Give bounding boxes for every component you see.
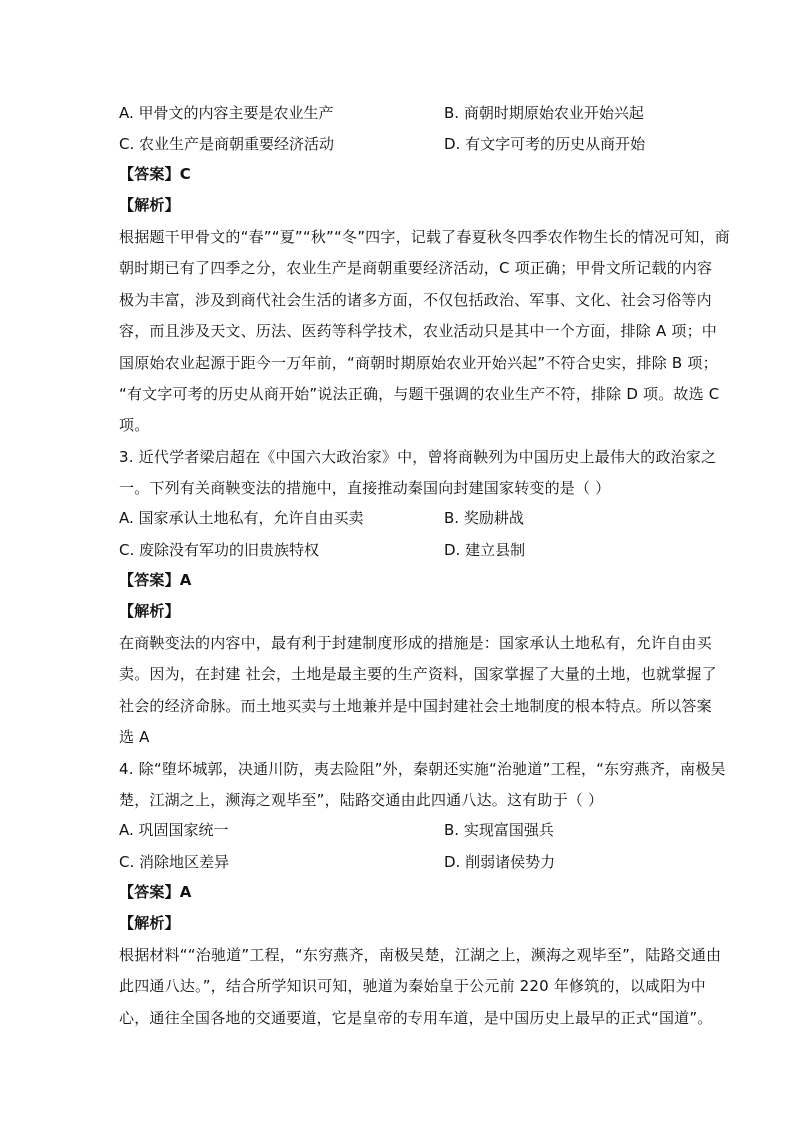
q2-analysis-line: 项。 [119,416,150,434]
q2-analysis-line: 根据题干甲骨文的“春”“夏”“秋”“冬”四字，记载了春夏秋冬四季农作物生长的情况可知，商 [119,228,730,246]
q3-option-c: C. 废除没有军功的旧贵族特权 [119,541,320,559]
q3-option-a: A. 国家承认土地私有，允许自由买卖 [119,509,364,527]
q2-analysis-line: 朝时期已有了四季之分，农业生产是商朝重要经济活动，C 项正确；甲骨文所记载的内容 [119,259,713,277]
q3-option-d: D. 建立县制 [444,541,526,559]
q3-analysis-line: 在商鞅变法的内容中，最有利于封建制度形成的措施是：国家承认土地私有，允许自由买 [119,634,712,652]
q4-option-d: D. 削弱诸侯势力 [444,853,556,871]
q3-stem-line: 3. 近代学者梁启超在《中国六大政治家》中，曾将商鞅列为中国历史上最伟大的政治家之 [119,448,717,466]
q2-option-a: A. 甲骨文的内容主要是农业生产 [119,104,334,122]
q4-option-b: B. 实现富国强兵 [444,821,554,839]
q3-option-b: B. 奖励耕战 [444,509,524,527]
q2-analysis-line: 容，而且涉及天文、历法、医药等科学技术，农业活动只是其中一个方面，排除 A 项；中 [119,322,718,340]
q3-answer: 【答案】A [119,571,192,589]
q3-analysis-line: 选 A [119,728,150,746]
q4-stem-line: 楚，江湖之上，濒海之观毕至”，陆路交通由此四通八达。这有助于（ ） [119,791,604,809]
q2-analysis-line: “有文字可考的历史从商开始”说法正确，与题干强调的农业生产不符，排除 D 项。故选 C [119,385,720,403]
q2-option-d: D. 有文字可考的历史从商开始 [444,135,646,153]
q4-option-a: A. 巩固国家统一 [119,821,229,839]
q2-answer: 【答案】C [119,165,192,183]
q2-option-c: C. 农业生产是商朝重要经济活动 [119,135,335,153]
q3-stem-line: 一。下列有关商鞅变法的措施中，直接推动秦国向封建国家转变的是（ ） [119,479,611,497]
q4-analysis-line: 心，通往全国各地的交通要道，它是皇帝的专用车道，是中国历史上最早的正式“国道”。 [119,1009,713,1027]
q3-analysis-line: 社会的经济命脉。而土地买卖与土地兼并是中国封建社会土地制度的根本特点。所以答案 [119,697,712,715]
q4-analysis-line: 此四通八达。”，结合所学知识可知，驰道为秦始皇于公元前 220 年修筑的，以咸阳为中 [119,977,706,995]
q4-analysis-label: 【解析】 [119,914,180,932]
q2-option-b: B. 商朝时期原始农业开始兴起 [444,104,644,122]
q4-stem-line: 4. 除“堕坏城郭，决通川防，夷去险阻”外，秦朝还实施“治驰道”工程，“东穷燕齐，南极吴 [119,760,726,778]
q4-analysis-line: 根据材料““治驰道”工程，“东穷燕齐，南极吴楚，江湖之上，濒海之观毕至”，陆路交通由 [119,946,722,964]
q4-answer: 【答案】A [119,883,192,901]
q3-analysis-label: 【解析】 [119,602,180,620]
q2-analysis-label: 【解析】 [119,196,180,214]
q2-analysis-line: 国原始农业起源于距今一万年前，“商朝时期原始农业开始兴起”不符合史实，排除 B 项； [119,354,718,372]
q3-analysis-line: 卖。因为，在封建 社会，土地是最主要的生产资料，国家掌握了大量的土地，也就掌握了 [119,665,717,683]
q4-option-c: C. 消除地区差异 [119,853,230,871]
q2-analysis-line: 极为丰富，涉及到商代社会生活的诸多方面，不仅包括政治、军事、文化、社会习俗等内 [119,291,712,309]
